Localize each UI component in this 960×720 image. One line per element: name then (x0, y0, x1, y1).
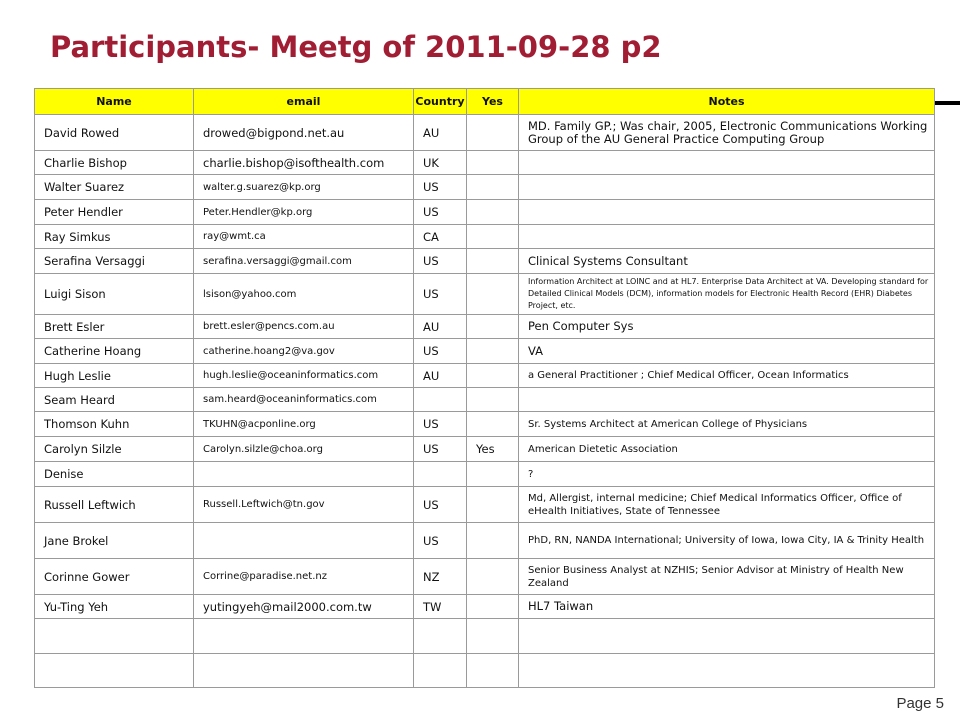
table-row (35, 151, 935, 175)
name-cell: David Rowed (35, 115, 194, 151)
country-cell: US (414, 200, 467, 225)
country-cell: UK (414, 151, 467, 175)
yes-cell (467, 225, 519, 249)
email-cell (194, 462, 414, 487)
country-cell: CA (414, 225, 467, 249)
table-row (35, 200, 935, 225)
decorative-bar (934, 101, 960, 105)
country-cell: TW (414, 595, 467, 619)
email-cell: charlie.bishop@isofthealth.com (194, 151, 414, 175)
country-cell (414, 388, 467, 412)
name-cell: Catherine Hoang (35, 339, 194, 364)
name-cell: Thomson Kuhn (35, 412, 194, 437)
email-cell: sam.heard@oceaninformatics.com (194, 388, 414, 412)
header-yes: Yes (467, 89, 519, 115)
yes-cell (467, 115, 519, 151)
name-cell: Charlie Bishop (35, 151, 194, 175)
name-cell: Brett Esler (35, 315, 194, 339)
email-cell: catherine.hoang2@va.gov (194, 339, 414, 364)
name-cell: Yu-Ting Yeh (35, 595, 194, 619)
table-row (35, 523, 935, 559)
header-country: Country (414, 89, 467, 115)
yes-cell (467, 200, 519, 225)
notes-cell: Sr. Systems Architect at American College of Physicians (519, 412, 935, 437)
notes-cell: a General Practitioner ; Chief Medical Officer, Ocean Informatics (519, 364, 935, 388)
country-cell (414, 462, 467, 487)
email-cell: lsison@yahoo.com (194, 274, 414, 315)
yes-cell (467, 274, 519, 315)
table-row (35, 462, 935, 487)
yes-cell (467, 523, 519, 559)
table-row (35, 175, 935, 200)
name-cell: Carolyn Silzle (35, 437, 194, 462)
name-cell: Jane Brokel (35, 523, 194, 559)
yes-cell (467, 315, 519, 339)
notes-cell: American Dietetic Association (519, 437, 935, 462)
table-row (35, 274, 935, 315)
name-cell: Peter Hendler (35, 200, 194, 225)
participants-table (34, 88, 935, 688)
name-cell: Seam Heard (35, 388, 194, 412)
email-cell: Corrine@paradise.net.nz (194, 559, 414, 595)
table-row (35, 619, 935, 654)
header-notes: Notes (519, 89, 935, 115)
email-cell: Carolyn.silzle@choa.org (194, 437, 414, 462)
email-cell: yutingyeh@mail2000.com.tw (194, 595, 414, 619)
table-row (35, 437, 935, 462)
country-cell (414, 654, 467, 688)
table-header-row (35, 89, 935, 115)
notes-cell (519, 200, 935, 225)
table-row (35, 487, 935, 523)
email-cell: TKUHN@acponline.org (194, 412, 414, 437)
table-row (35, 412, 935, 437)
country-cell (414, 619, 467, 654)
country-cell: US (414, 412, 467, 437)
yes-cell (467, 412, 519, 437)
notes-cell (519, 225, 935, 249)
country-cell: NZ (414, 559, 467, 595)
country-cell: AU (414, 115, 467, 151)
notes-cell: PhD, RN, NANDA International; University of Iowa, Iowa City, IA & Trinity Health (519, 523, 935, 559)
email-cell: serafina.versaggi@gmail.com (194, 249, 414, 274)
yes-cell (467, 654, 519, 688)
email-cell (194, 523, 414, 559)
notes-cell: HL7 Taiwan (519, 595, 935, 619)
notes-cell: ? (519, 462, 935, 487)
page-number: Page 5 (896, 695, 944, 712)
notes-cell: Md, Allergist, internal medicine; Chief Medical Informatics Officer, Office of eHealth Initiatives, State of Tennessee (519, 487, 935, 523)
country-cell: US (414, 249, 467, 274)
email-cell: drowed@bigpond.net.au (194, 115, 414, 151)
country-cell: US (414, 339, 467, 364)
yes-cell (467, 619, 519, 654)
yes-cell (467, 595, 519, 619)
email-cell (194, 654, 414, 688)
email-cell: walter.g.suarez@kp.org (194, 175, 414, 200)
notes-cell (519, 151, 935, 175)
yes-cell (467, 364, 519, 388)
name-cell: Serafina Versaggi (35, 249, 194, 274)
name-cell: Ray Simkus (35, 225, 194, 249)
email-cell: hugh.leslie@oceaninformatics.com (194, 364, 414, 388)
name-cell: Corinne Gower (35, 559, 194, 595)
yes-cell (467, 462, 519, 487)
notes-cell: VA (519, 339, 935, 364)
notes-cell (519, 619, 935, 654)
email-cell: ray@wmt.ca (194, 225, 414, 249)
header-name: Name (35, 89, 194, 115)
table-row (35, 315, 935, 339)
yes-cell (467, 151, 519, 175)
name-cell: Denise (35, 462, 194, 487)
yes-cell (467, 559, 519, 595)
yes-cell: Yes (467, 437, 519, 462)
notes-cell: Senior Business Analyst at NZHIS; Senior Advisor at Ministry of Health New Zealand (519, 559, 935, 595)
yes-cell (467, 175, 519, 200)
table-row (35, 339, 935, 364)
email-cell: Russell.Leftwich@tn.gov (194, 487, 414, 523)
name-cell: Hugh Leslie (35, 364, 194, 388)
table-row (35, 225, 935, 249)
name-cell: Russell Leftwich (35, 487, 194, 523)
notes-cell (519, 654, 935, 688)
email-cell: Peter.Hendler@kp.org (194, 200, 414, 225)
notes-cell: MD. Family GP.; Was chair, 2005, Electronic Communications Working Group of the AU General Practice Computing Group (519, 115, 935, 151)
name-cell (35, 654, 194, 688)
notes-cell: Pen Computer Sys (519, 315, 935, 339)
table-row (35, 559, 935, 595)
country-cell: US (414, 523, 467, 559)
country-cell: AU (414, 364, 467, 388)
table-row (35, 388, 935, 412)
yes-cell (467, 388, 519, 412)
table-row (35, 115, 935, 151)
yes-cell (467, 339, 519, 364)
email-cell: brett.esler@pencs.com.au (194, 315, 414, 339)
country-cell: US (414, 175, 467, 200)
table-row (35, 249, 935, 274)
name-cell: Walter Suarez (35, 175, 194, 200)
name-cell: Luigi Sison (35, 274, 194, 315)
notes-cell: Information Architect at LOINC and at HL7. Enterprise Data Architect at VA. Developing standard for Detailed Clinical Models (DCM), information models for Electronic Health Record (EHR) Diabetes Project, etc. (519, 274, 935, 315)
yes-cell (467, 249, 519, 274)
country-cell: US (414, 487, 467, 523)
notes-cell: Clinical Systems Consultant (519, 249, 935, 274)
slide-title: Participants- Meetg of 2011-09-28 p2 (50, 30, 662, 64)
name-cell (35, 619, 194, 654)
notes-cell (519, 175, 935, 200)
table-row (35, 654, 935, 688)
yes-cell (467, 487, 519, 523)
table-row (35, 364, 935, 388)
table-row (35, 595, 935, 619)
country-cell: US (414, 274, 467, 315)
header-email: email (194, 89, 414, 115)
country-cell: AU (414, 315, 467, 339)
email-cell (194, 619, 414, 654)
country-cell: US (414, 437, 467, 462)
notes-cell (519, 388, 935, 412)
